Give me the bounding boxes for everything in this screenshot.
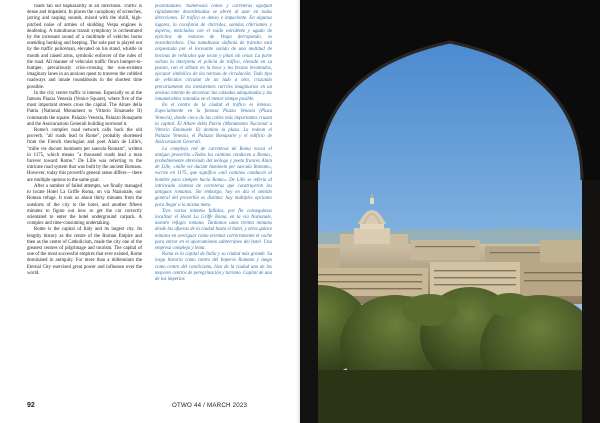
spanish-paragraph-5: Roma es la capital de Italia y su ciudad más grande. Su larga historia como centro del Imperio Romano y luego como centro del catolicismo, hizo de la ciudad uno de los mayores centros de peregrinación y turismo. Capital de una de los imperios <box>155 252 272 282</box>
spanish-text-column <box>155 4 272 392</box>
right-page <box>300 0 600 423</box>
spine-gutter <box>296 0 304 423</box>
spanish-paragraph-1: posibilidades. Numerosas calles y carreteras agolpan rápidamente desordenadas se abren al azar en todas direcciones. El tráfico es denso e impaciente. En algunos lugares, la cacofonía de chirridos, sonidos chirriantes y ásperos, mezclados con el ruido estridente y agudo de ejércitos de motores de Vespa derrapando, es ensordecedora. Una tumultuosa sinfonía de tránsito está orquestada por el incesante sonido de una multitud de bocinas de vehículos que tocan y pitan sin cesar. La parte solista la interpreta el policía de tráfico, elevado en su puesto, con el silbato en la boca y los brazos levantados, ejecutor simbólico de las normas de circulación. Todo tipo de vehículos circulan de un lado a otro, cruzando precariamente los inexistentes carriles imaginarios en un ansioso intento de atravesar las calzadas adoquinadas y las innumerables rotondas en el menor tiempo posible. <box>155 4 272 103</box>
english-paragraph-2: In the city centre traffic is intense. Especially so at the famous Piazza Venezia (Venice Square), where five of the most important streets cross the capital. The Altare della Patria (National Monument to Vittorio Emanuele II) commands the square. Palazzo Venezia, Palazzo Bonaparte and the Assicurazioni Generali building surround it. <box>27 90 142 127</box>
page-number: 92 <box>27 402 35 409</box>
english-paragraph-5: Rome is the capital of Italy and its largest city. Its lengthy history as the centre of the Roman Empire and then as the centre of Catholicism, made the city one of the greatest centres of pilgrimage and tourism. The capital of one of the most successful empires that ever existed, Rome dominated in antiquity. For more than a millennium the Eternal City exercised great power and influence over the world. <box>27 227 142 276</box>
english-paragraph-3: Rome's complex road network calls back the old proverb, "all roads lead to Rome", probably shortened from the French theologian and poet Alain de Lille's, "mille vie ducunt hominem per saecula Romam", written in 1175, which means "a thousand roads lead a man forever toward Rome." De Lille was referring to the intricate road system that was built by the ancient Romans. However, today this proverb's general sense differs— there are multiple options to the same goal. <box>27 128 142 183</box>
spanish-paragraph-3: La compleja red de carreteras de Roma evoca el antiguo proverbio «Todos los caminos conducen a Roma», probablemente abreviado del teólogo y poeta francés Alain de Lille, «mille vie ducunt hominem per saecula Romam», escrito en 1175, que significa «mil caminos conducen al hombre para siempre hacia Roma». De Lille se refería al intrincado sistema de carreteras que construyeron los antiguos romanos. Sin embargo, hoy en día el sentido general del proverbio es distinto: hay múltiples opciones para llegar a la misma meta. <box>155 146 272 208</box>
spanish-paragraph-4: Tras varios intentos fallidos, por fin conseguimos localizar el Hotel La Griffe Roma, en la vía Nazionale, nuestro refugio romano. Tardamos unos treinta minutos desde las afueras de la ciudad hasta el hotel, y otros quince minutos en averiguar cómo orientar correctamente el coche para entrar en el aparcamiento subterráneo del hotel. Una empresa compleja y lenta. <box>155 208 272 251</box>
foreground-trees <box>300 285 600 423</box>
english-paragraph-4: After a number of failed attempts, we finally managed to locate Hotel La Griffe Roma, on via Nazionale, our Roman refuge. It took us about thirty minutes from the outskirts of the city to the hotel, and another fifteen minutes to figure out how to get the car correctly orientated to enter the hotel underground carpark. A complex and time-consuming undertaking. <box>27 183 142 227</box>
issue-folio: OTWO 44 / MARCH 2023 <box>172 402 248 409</box>
english-text-column <box>27 4 142 392</box>
spanish-paragraph-2: En el centro de la ciudad el tráfico es intenso. Especialmente en la famosa Piazza Venezia (Plaza Venecia), donde cinco de las calles más importantes cruzan la capital. El Altare della Patria (Monumento Nacional a Vittorio Emanuele II) domina la plaza. La rodean el Palazzo Venezia, el Palazzo Bonaparte y el edificio de Assicurazioni Generali. <box>155 103 272 146</box>
english-paragraph-1: roads fan out haphazardly in all directions. Traffic is dense and impatient. In places the cacophony of screeches, jarring and rasping sounds, mixed with the shrill, high-pitched noise of armies of skidding Vespa engines is deafening. A tumultuous transit symphony is orchestrated by the incessant sound of a multitude of vehicles horns unending honking and beeping. The sole part is played out by the traffic policeman, elevated on his stand, whistle in mouth and raised arms, symbolic enforcer of the rules of the road. All manner of vehicular traffic flows bumper-to-bumper, precariously criss-crossing the non-existent imaginary lanes in an anxious quest to traverse the cobbled roadways and innate roundabouts in the shortest time possible. <box>27 4 142 90</box>
rome-archway-photo <box>300 0 600 423</box>
